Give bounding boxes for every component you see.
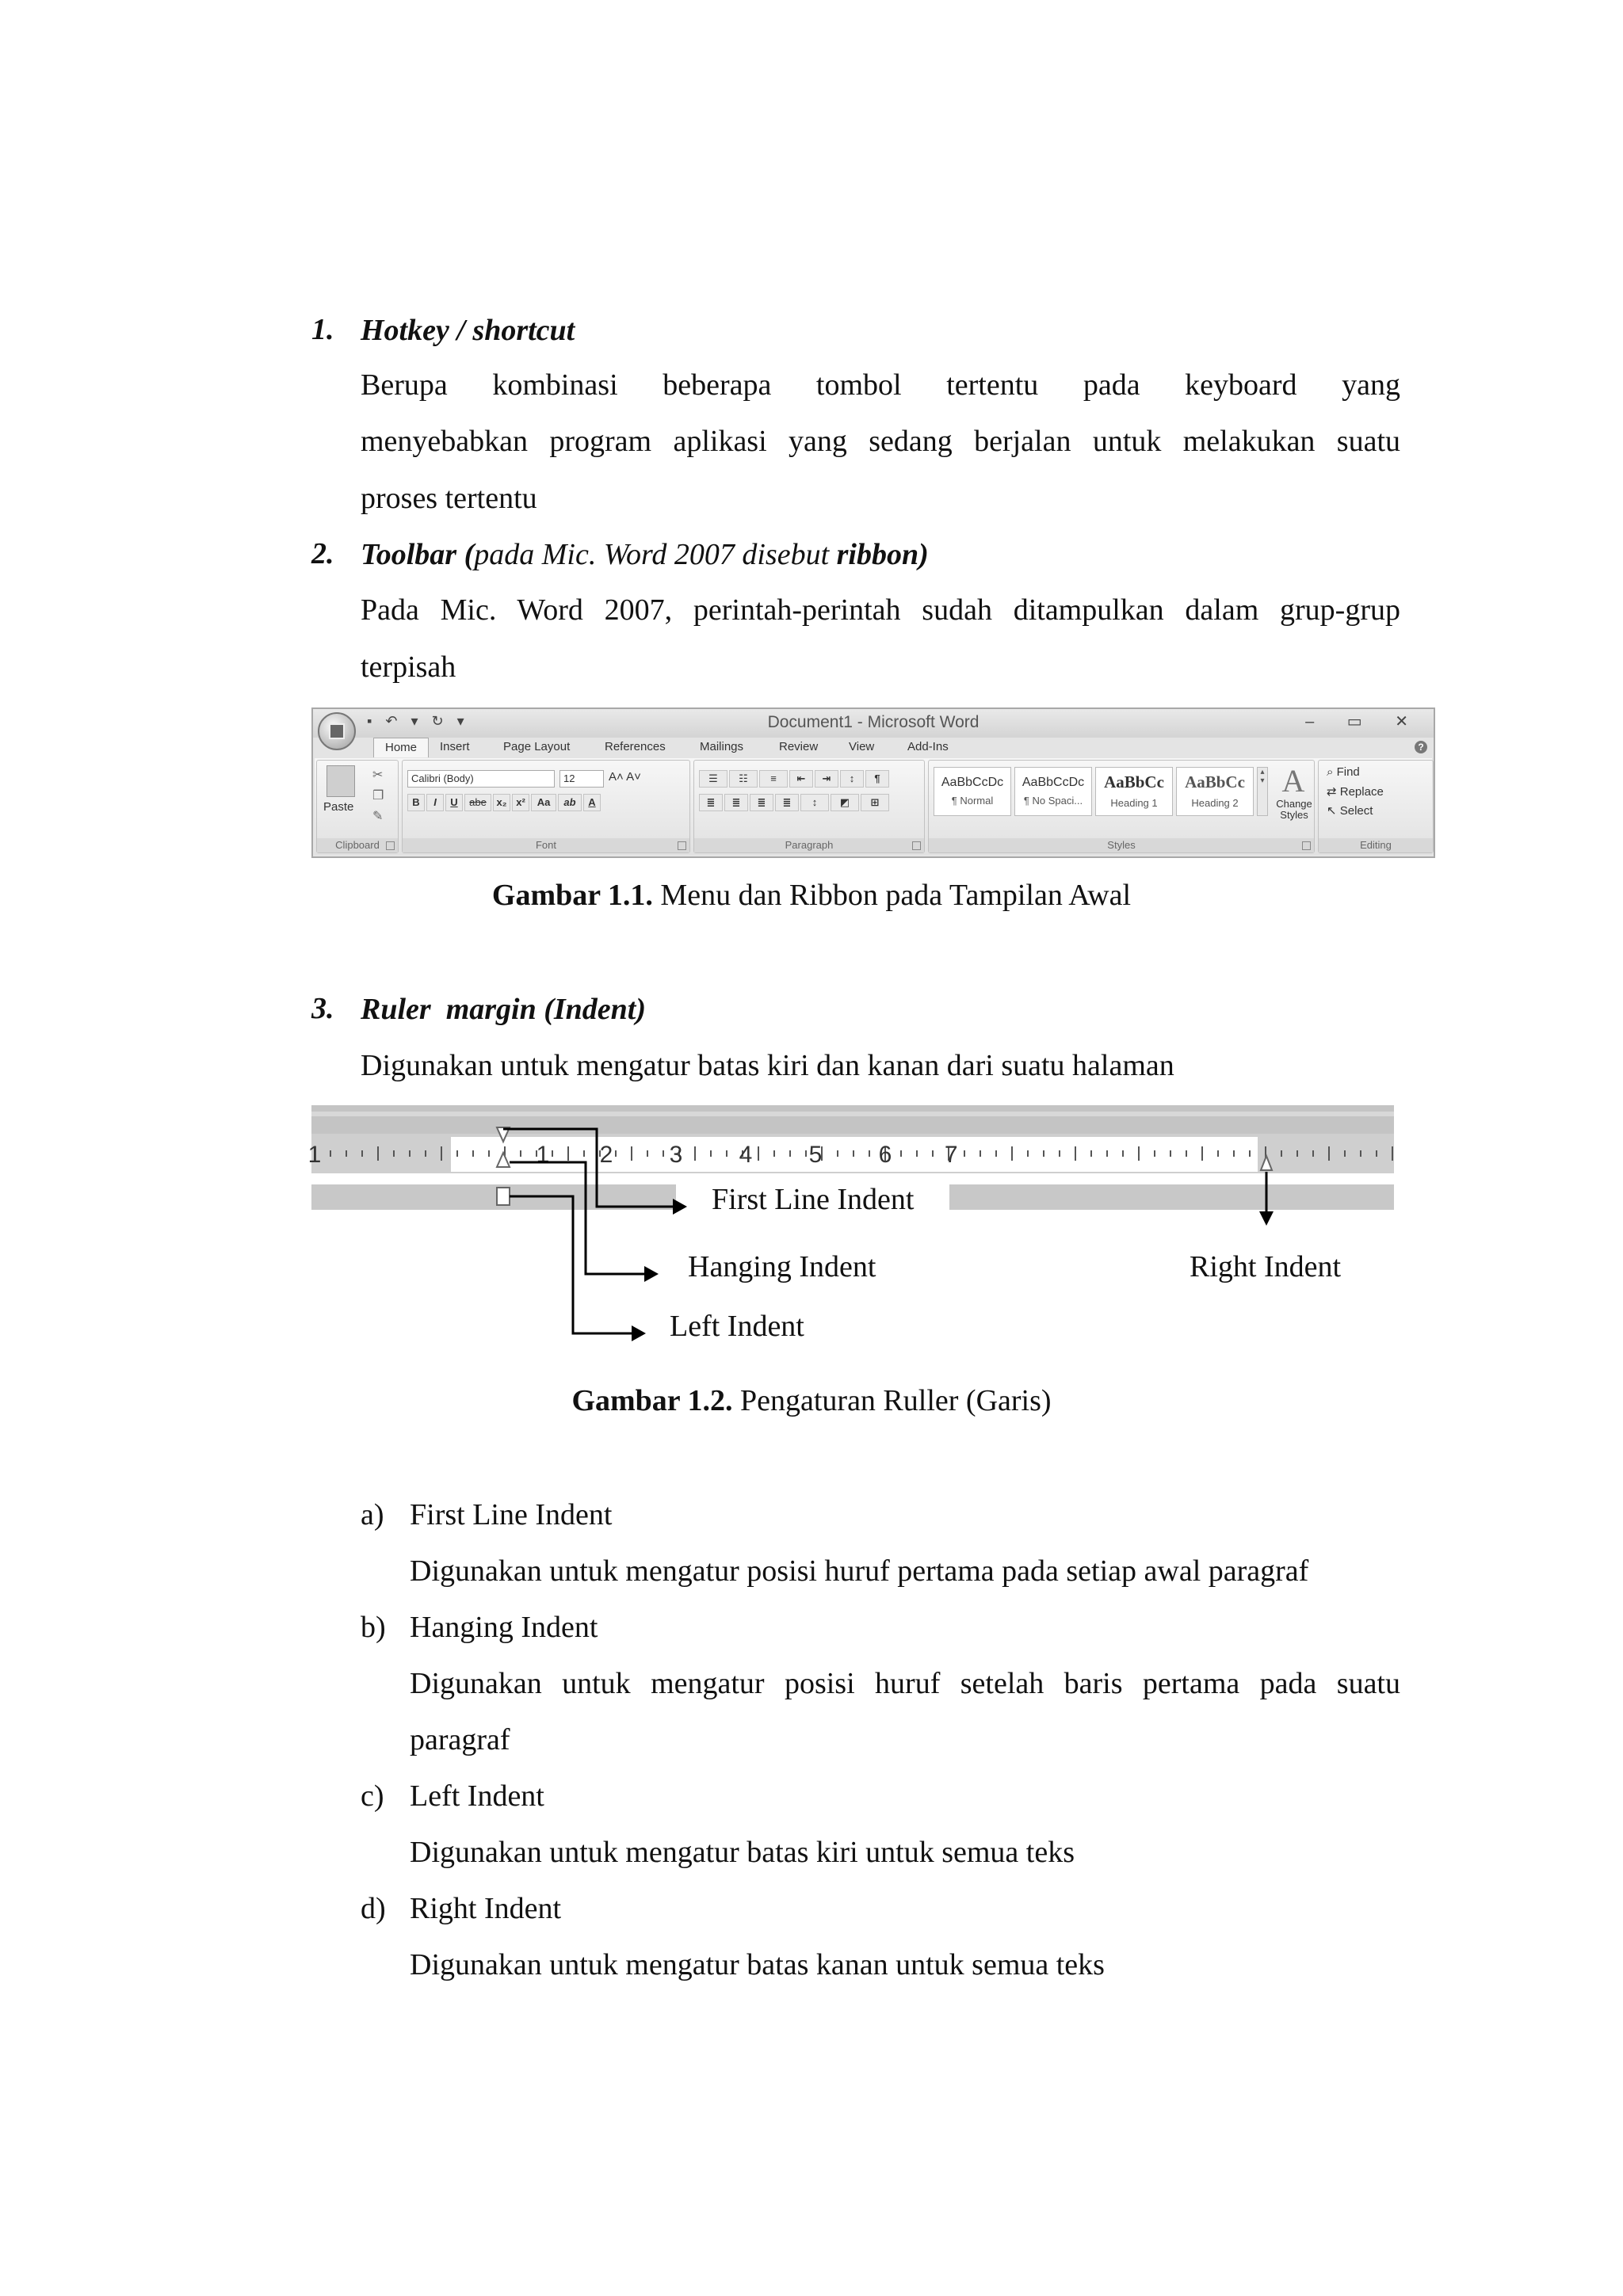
cut-icon[interactable]: ✂: [372, 769, 384, 782]
ruler-number: 1: [307, 1142, 322, 1168]
style-heading-2-sample: AaBbCc: [1185, 772, 1245, 791]
list-d-title: Right Indent: [410, 1892, 562, 1925]
style-no-spacing-name: ¶ No Spaci...: [1023, 795, 1083, 807]
window-title: Document1 - Microsoft Word: [767, 713, 980, 731]
style-normal-name: ¶ Normal: [951, 795, 994, 807]
tab-references[interactable]: References: [605, 740, 666, 753]
show-marks-icon[interactable]: ¶: [865, 770, 889, 788]
quick-access-toolbar[interactable]: ▪ ↶ ▾ ↻ ▾: [367, 713, 469, 729]
list-b-desc-2: paragraf: [410, 1723, 510, 1756]
paragraph-row-1: [699, 770, 891, 788]
font-format-buttons: [407, 794, 602, 811]
change-styles-label[interactable]: Change Styles: [1276, 798, 1312, 821]
section-1-line-1: Berupa kombinasi beberapa tombol tertentu pada keyboard yang: [361, 368, 1400, 402]
superscript-button[interactable]: x²: [512, 794, 529, 811]
section-2-heading: [361, 536, 929, 574]
clipboard-launcher-icon[interactable]: [386, 841, 395, 850]
font-label: Font: [403, 838, 689, 852]
list-c-title: Left Indent: [410, 1779, 544, 1813]
italic-button[interactable]: I: [426, 794, 444, 811]
borders-icon[interactable]: ⊞: [861, 794, 889, 811]
section-2-line-1: Pada Mic. Word 2007, perintah-perintah sudah ditampulkan dalam grup-grup: [361, 593, 1400, 627]
find-icon: ⌕: [1327, 765, 1337, 779]
group-styles: [928, 760, 1315, 853]
section-1-line-3: proses tertentu: [361, 482, 537, 515]
tab-view[interactable]: View: [849, 740, 875, 753]
align-left-icon[interactable]: ≣: [699, 794, 723, 811]
section-2-number: 2.: [311, 537, 334, 570]
list-a-desc-1: Digunakan untuk mengatur posisi huruf pertama pada setiap awal paragraf: [410, 1554, 1309, 1588]
highlight-button[interactable]: ab: [558, 794, 582, 811]
section-2-heading-a: Toolbar (: [361, 538, 475, 571]
ribbon-tabs: [313, 738, 1434, 758]
list-d-desc-1: Digunakan untuk mengatur batas kanan untuk semua teks: [410, 1948, 1105, 1981]
select-label: Select: [1339, 804, 1373, 818]
font-size-select[interactable]: 12: [559, 770, 604, 788]
ruler-number: 7: [944, 1142, 958, 1168]
paragraph-launcher-icon[interactable]: [912, 841, 921, 850]
group-paragraph: [693, 760, 925, 853]
font-launcher-icon[interactable]: [678, 841, 686, 850]
ruler-top-band-highlight: [311, 1112, 1394, 1116]
style-no-spacing[interactable]: [1014, 767, 1092, 816]
section-3-heading: Ruler margin (Indent): [361, 993, 647, 1026]
section-3-number: 3.: [311, 992, 334, 1025]
hanging-arrowhead: [644, 1266, 659, 1282]
styles-launcher-icon[interactable]: [1302, 841, 1311, 850]
paragraph-label: Paragraph: [694, 838, 924, 852]
paste-label[interactable]: Paste: [323, 800, 354, 814]
find-label: Find: [1336, 765, 1360, 779]
list-b-title: Hanging Indent: [410, 1611, 598, 1644]
caption-2-label: Gambar 1.2.: [571, 1384, 733, 1417]
group-editing: [1318, 760, 1434, 853]
bold-button[interactable]: B: [407, 794, 425, 811]
ruler-number: 4: [739, 1142, 753, 1168]
editing-label: Editing: [1319, 838, 1433, 852]
paragraph-row-2: [699, 794, 891, 811]
ruler-number: 2: [599, 1142, 613, 1168]
first-line-indent-label: First Line Indent: [712, 1183, 915, 1216]
underline-button[interactable]: U: [445, 794, 463, 811]
style-heading-2[interactable]: [1176, 767, 1254, 816]
align-right-icon[interactable]: ≣: [750, 794, 773, 811]
styles-scroll-icon[interactable]: ▴ ▾: [1257, 767, 1268, 816]
select-button[interactable]: [1327, 803, 1373, 818]
window-controls[interactable]: – ▭ ✕: [1305, 713, 1423, 730]
decrease-indent-icon[interactable]: ⇤: [789, 770, 813, 788]
style-heading-1[interactable]: [1095, 767, 1173, 816]
section-2-heading-c: ribbon): [836, 538, 929, 571]
select-icon: ↖: [1327, 804, 1340, 818]
justify-icon[interactable]: ≣: [775, 794, 799, 811]
multilevel-list-icon[interactable]: ≡: [759, 770, 788, 788]
left-connector: [510, 1196, 632, 1333]
strikethrough-button[interactable]: abe: [464, 794, 491, 811]
list-c-marker: c): [361, 1779, 384, 1813]
section-2-line-2: terpisah: [361, 650, 456, 684]
styles-label: Styles: [929, 838, 1314, 852]
group-clipboard: [316, 760, 399, 853]
caption-figure-1-1: [0, 878, 1623, 913]
section-2-heading-b: pada Mic. Word 2007 disebut: [474, 538, 837, 571]
format-painter-icon[interactable]: ✎: [372, 810, 384, 823]
caption-2-text: Pengaturan Ruller (Garis): [732, 1384, 1052, 1417]
change-case-button[interactable]: Aa: [531, 794, 556, 811]
list-b-desc-1: Digunakan untuk mengatur posisi huruf setelah baris pertama pada suatu: [410, 1667, 1400, 1700]
caption-figure-1-2: [0, 1383, 1623, 1418]
list-d-marker: d): [361, 1892, 386, 1925]
style-heading-2-name: Heading 2: [1191, 797, 1239, 809]
ruler-number: 3: [669, 1142, 683, 1168]
style-normal-sample: AaBbCcDc: [941, 776, 1004, 789]
tab-mailings[interactable]: Mailings: [700, 740, 744, 753]
ruler-number: 6: [878, 1142, 892, 1168]
style-normal[interactable]: [934, 767, 1011, 816]
ruler-figure: [307, 1105, 1394, 1343]
ruler-top-band: [311, 1105, 1394, 1134]
list-a-title: First Line Indent: [410, 1498, 613, 1531]
list-c-desc-1: Digunakan untuk mengatur batas kiri untuk semua teks: [410, 1836, 1075, 1869]
hanging-connector: [510, 1162, 644, 1274]
font-color-button[interactable]: A: [583, 794, 601, 811]
caption-1-text: Menu dan Ribbon pada Tampilan Awal: [652, 879, 1132, 912]
group-font: [402, 760, 690, 853]
paste-icon[interactable]: [327, 765, 355, 797]
tab-review[interactable]: Review: [779, 740, 819, 753]
ruler-number: 5: [808, 1142, 823, 1168]
left-arrowhead: [632, 1325, 646, 1341]
ribbon-body: [315, 758, 1432, 855]
section-3-line-1: Digunakan untuk mengatur batas kiri dan kanan dari suatu halaman: [361, 1049, 1174, 1082]
style-no-spacing-sample: AaBbCcDc: [1022, 776, 1085, 789]
align-center-icon[interactable]: ≣: [724, 794, 748, 811]
section-1-line-2: menyebabkan program aplikasi yang sedang berjalan untuk melakukan suatu: [361, 425, 1400, 458]
shading-icon[interactable]: ◩: [831, 794, 859, 811]
tab-page-layout[interactable]: Page Layout: [503, 740, 571, 753]
copy-icon[interactable]: ❐: [372, 789, 384, 803]
right-arrowhead: [1259, 1211, 1274, 1226]
replace-button[interactable]: [1327, 784, 1384, 799]
subscript-button[interactable]: x₂: [493, 794, 510, 811]
tab-home[interactable]: Home: [373, 738, 429, 757]
ruler-bottom-band-right: [949, 1184, 1394, 1210]
left-indent-marker: [497, 1188, 510, 1205]
font-name-select[interactable]: Calibri (Body): [407, 770, 555, 788]
style-heading-1-name: Heading 1: [1110, 797, 1158, 809]
left-indent-label: Left Indent: [670, 1310, 804, 1343]
help-icon[interactable]: ?: [1415, 741, 1427, 753]
line-spacing-icon[interactable]: ↕: [800, 794, 829, 811]
caption-1-label: Gambar 1.1.: [491, 879, 653, 912]
ribbon-screenshot: [311, 707, 1435, 858]
tab-add-ins[interactable]: Add-Ins: [907, 740, 949, 753]
hanging-indent-label: Hanging Indent: [688, 1250, 876, 1283]
increase-indent-icon[interactable]: ⇥: [815, 770, 838, 788]
bullets-icon[interactable]: ☰: [699, 770, 727, 788]
numbering-icon[interactable]: ☷: [729, 770, 758, 788]
change-styles-icon[interactable]: A: [1281, 763, 1305, 799]
section-1-heading: Hotkey / shortcut: [361, 314, 575, 347]
ruler-number: 1: [536, 1142, 550, 1168]
list-b-marker: b): [361, 1611, 386, 1644]
ruler-drawing: [307, 1105, 1394, 1343]
sort-icon[interactable]: ↕: [840, 770, 864, 788]
find-button[interactable]: [1327, 765, 1360, 779]
first-line-arrowhead: [673, 1199, 687, 1215]
style-heading-1-sample: AaBbCc: [1104, 772, 1164, 791]
clipboard-label: Clipboard: [317, 838, 398, 852]
tab-insert[interactable]: Insert: [440, 740, 470, 753]
list-a-marker: a): [361, 1498, 384, 1531]
replace-icon: ⇄: [1327, 785, 1340, 799]
replace-label: Replace: [1339, 785, 1384, 799]
font-grow-shrink[interactable]: A˄ A˅: [609, 770, 641, 784]
right-indent-label: Right Indent: [1190, 1250, 1342, 1283]
section-1-number: 1.: [311, 313, 334, 346]
